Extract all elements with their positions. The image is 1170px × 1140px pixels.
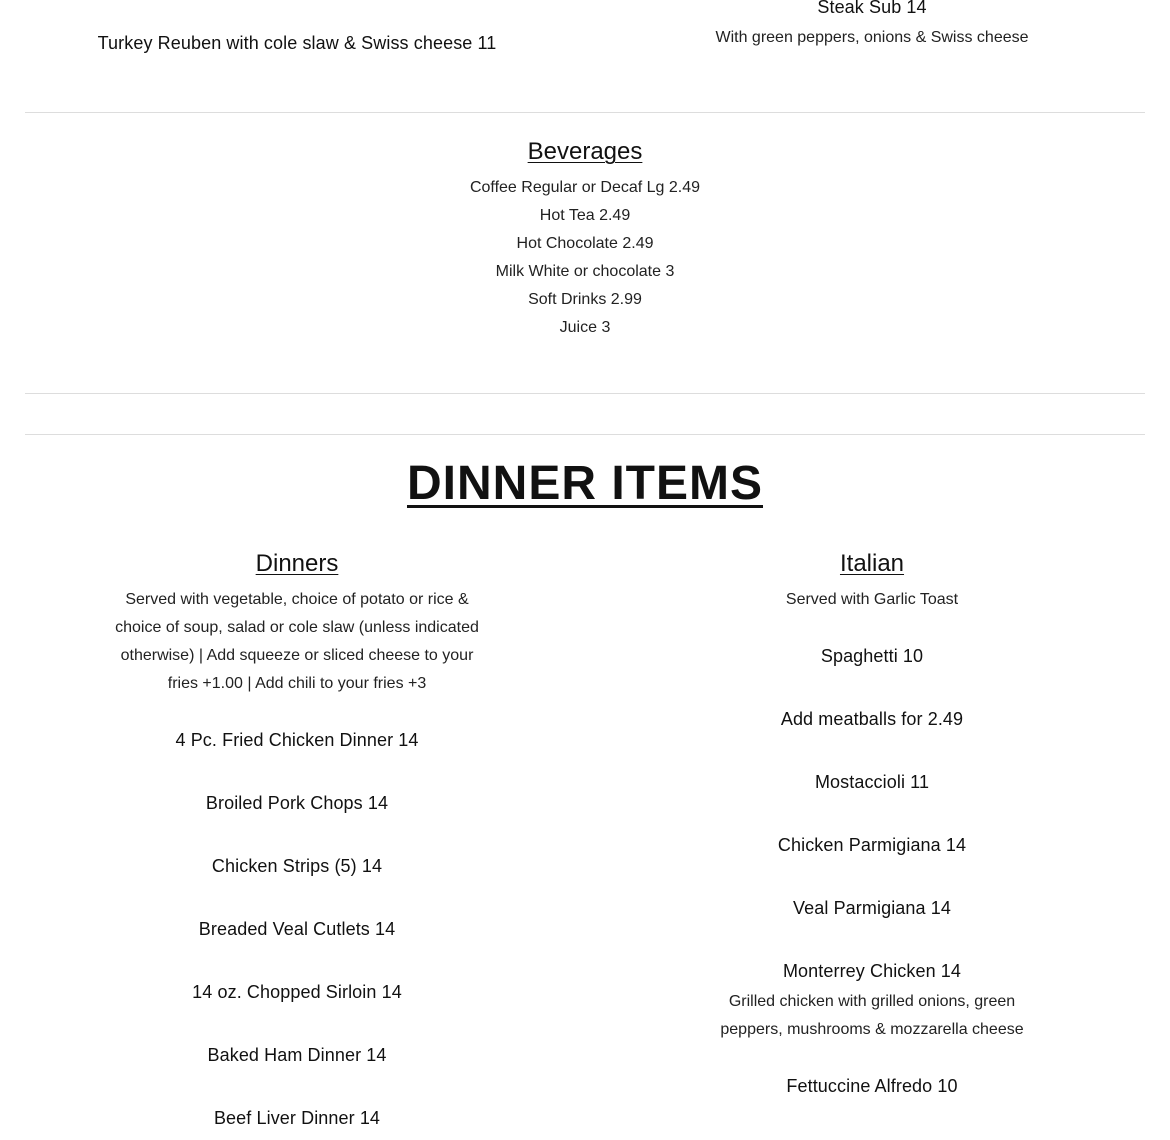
dinner-items-title: DINNER ITEMS [406,457,764,510]
section-divider [25,434,1145,435]
dinners-description-line: choice of soup, salad or cole slaw (unless indicated [115,619,479,636]
beverage-item: Soft Drinks 2.99 [528,291,642,308]
menu-item-monterrey-chicken: Monterrey Chicken 14 [782,961,962,981]
monterrey-description-line: Grilled chicken with grilled onions, green [728,993,1016,1010]
menu-item-mostaccioli: Mostaccioli 11 [814,772,930,792]
dinners-description-line: fries +1.00 | Add chili to your fries +3 [167,675,427,692]
menu-item-beef-liver: Beef Liver Dinner 14 [213,1108,381,1128]
menu-item-turkey-reuben: Turkey Reuben with cole slaw & Swiss cheese 11 [97,33,497,53]
beverage-item: Hot Tea 2.49 [539,207,631,224]
menu-item-veal-cutlets: Breaded Veal Cutlets 14 [198,919,396,939]
menu-item-steak-sub-description: With green peppers, onions & Swiss cheese [715,29,1029,46]
menu-item-steak-sub: Steak Sub 14 [817,0,927,17]
menu-item-spaghetti: Spaghetti 10 [820,646,924,666]
dinners-description-line: otherwise) | Add squeeze or sliced cheese to your [120,647,474,664]
menu-item-fried-chicken: 4 Pc. Fried Chicken Dinner 14 [175,730,419,750]
menu-item-monterrey-chicken-description [720,988,1023,1044]
italian-description: Served with Garlic Toast [785,591,959,608]
menu-item-pork-chops: Broiled Pork Chops 14 [205,793,389,813]
menu-item-baked-ham: Baked Ham Dinner 14 [207,1045,387,1065]
beverage-item: Coffee Regular or Decaf Lg 2.49 [469,179,701,196]
menu-item-fettuccine-alfredo: Fettuccine Alfredo 10 [786,1076,958,1096]
menu-item-chicken-parmigiana: Chicken Parmigiana 14 [777,835,967,855]
italian-heading: Italian [839,550,905,577]
dinners-heading: Dinners [255,550,339,577]
menu-item-add-meatballs: Add meatballs for 2.49 [780,709,964,729]
dinners-description [115,586,479,698]
section-divider [25,393,1145,394]
beverage-item: Juice 3 [559,319,611,336]
beverages-list [470,174,700,342]
section-divider [25,112,1145,113]
menu-item-veal-parmigiana: Veal Parmigiana 14 [793,898,951,918]
beverage-item: Milk White or chocolate 3 [495,263,675,280]
dinners-description-line: Served with vegetable, choice of potato or rice & [125,591,469,608]
menu-item-chicken-strips: Chicken Strips (5) 14 [211,856,383,876]
monterrey-description-line: peppers, mushrooms & mozzarella cheese [720,1021,1024,1038]
menu-item-chopped-sirloin: 14 oz. Chopped Sirloin 14 [192,982,402,1002]
beverage-item: Hot Chocolate 2.49 [516,235,654,252]
beverages-heading: Beverages [527,138,643,165]
